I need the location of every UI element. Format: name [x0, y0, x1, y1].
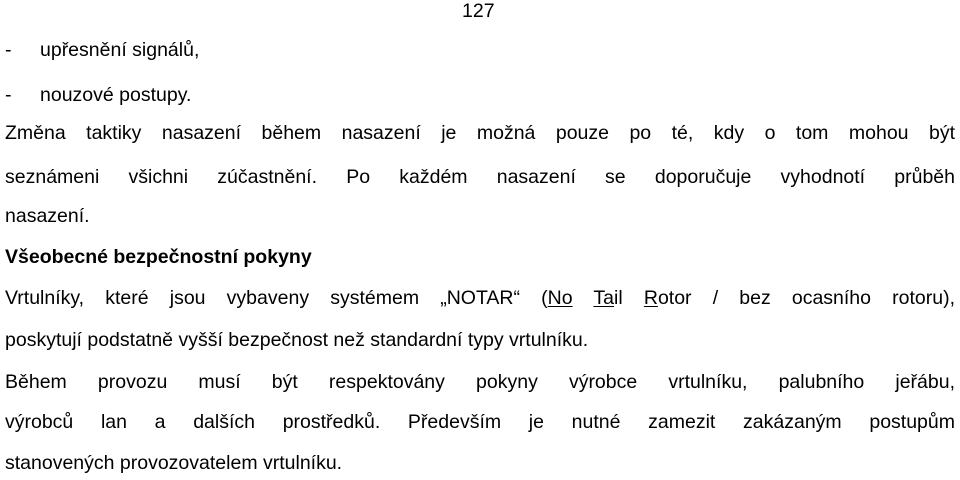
bullet-dash: -	[5, 39, 12, 61]
underlined-text: No	[547, 287, 573, 309]
text-run	[573, 287, 594, 309]
paragraph-line: poskytují podstatně vyšší bezpečnost než standardní typy vrtulníku.	[5, 329, 589, 351]
paragraph-line: Změna taktiky nasazení během nasazení je možná pouze po té, kdy o tom mohou být	[5, 122, 955, 144]
paragraph-line: nasazení.	[5, 205, 90, 227]
underlined-text: R	[643, 287, 658, 309]
paragraph-line: seznámeni všichni zúčastnění. Po každém nasazení se doporučuje vyhodnotí průběh	[5, 166, 955, 188]
list-item	[5, 38, 955, 62]
paragraph-line	[5, 286, 955, 310]
text-run: Vrtulníky, které jsou vybaveny systémem „NOTAR“ (	[5, 287, 548, 309]
paragraph-line: Během provozu musí být respektovány pokyny výrobce vrtulníku, palubního jeřábu,	[5, 371, 955, 393]
text-run: il	[614, 287, 644, 309]
bullet-dash: -	[5, 84, 12, 106]
paragraph-line: výrobců lan a dalších prostředků. Především je nutné zamezit zakázaným postupům	[5, 411, 955, 433]
page-number: 127	[462, 0, 495, 22]
list-item-text: upřesnění signálů,	[40, 39, 200, 61]
list-item	[5, 83, 955, 107]
list-item-text: nouzové postupy.	[40, 84, 192, 106]
section-heading: Všeobecné bezpečnostní pokyny	[5, 246, 312, 268]
underlined-text: Ta	[593, 287, 615, 309]
text-run: otor / bez ocasního rotoru),	[657, 287, 955, 309]
paragraph-line: stanovených provozovatelem vrtulníku.	[5, 452, 343, 474]
